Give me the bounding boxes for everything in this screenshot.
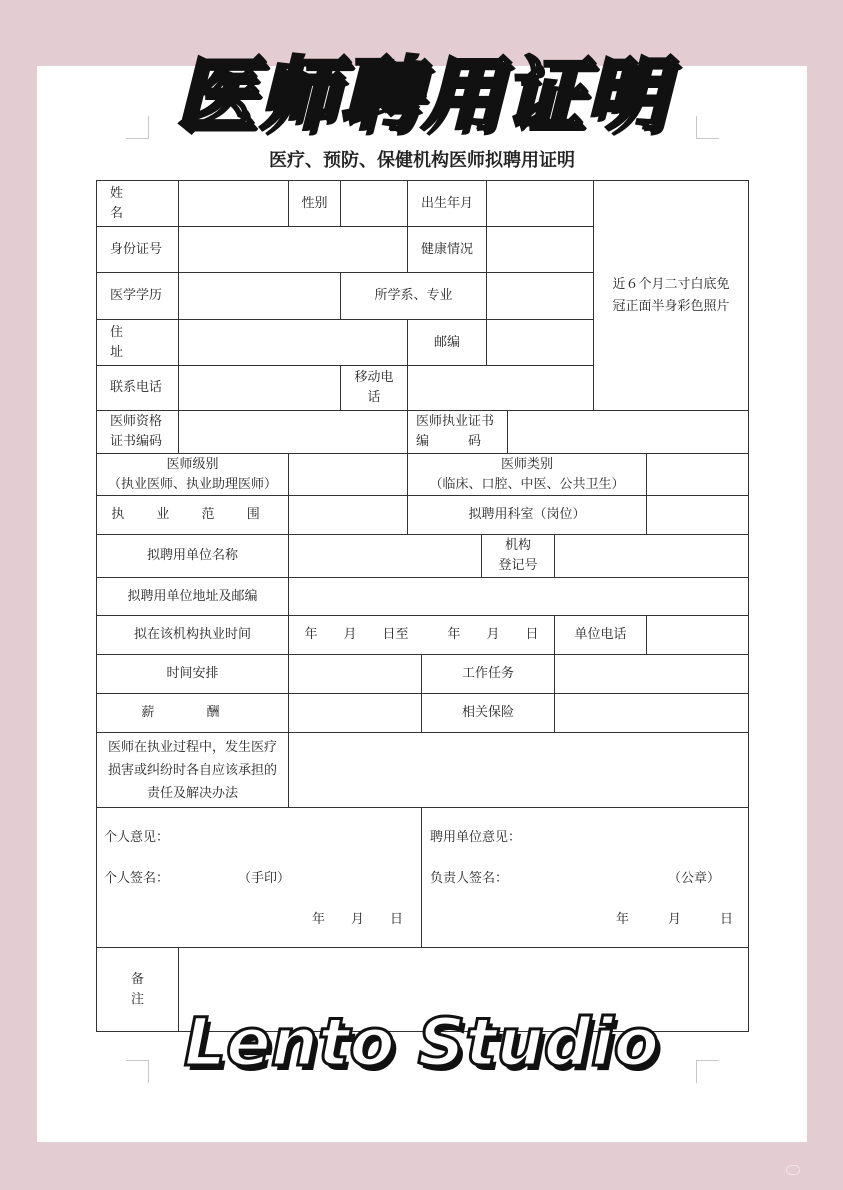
personal-date: 年 月 日 <box>312 912 404 927</box>
personal-signature-label: 个人签名： <box>104 871 170 886</box>
watermark-icon <box>786 1165 800 1175</box>
remarks-label: 备 注 <box>96 948 179 1032</box>
id-label: 身份证号 <box>96 227 179 273</box>
mobile-label: 移动电 话 <box>341 366 408 411</box>
personal-opinion-label: 个人意见： <box>104 830 170 845</box>
insurance-label: 相关保险 <box>422 694 555 733</box>
practice-time-field[interactable]: 年 月 日至 年 月 日 <box>289 616 555 655</box>
task-field[interactable] <box>555 655 749 694</box>
unit-date: 年 月 日 <box>616 912 734 927</box>
education-field[interactable] <box>179 273 341 320</box>
institution-reg-field[interactable] <box>555 535 749 578</box>
department-major-field[interactable] <box>487 273 594 320</box>
responsible-signature-label: 负责人签名： <box>430 871 509 886</box>
schedule-field[interactable] <box>289 655 422 694</box>
birth-field[interactable] <box>487 180 594 227</box>
practice-scope-label: 执 业 范 围 <box>96 496 289 535</box>
hiring-unit-address-label: 拟聘用单位地址及邮编 <box>96 578 289 616</box>
liability-label: 医师在执业过程中，发生医疗损害或纠纷时各自应该承担的责任及解决办法 <box>96 733 289 808</box>
doctor-category-field[interactable] <box>647 454 749 496</box>
practice-time-label: 拟在该机构执业时间 <box>96 616 289 655</box>
department-major-label: 所学系、专业 <box>341 273 487 320</box>
doctor-level-field[interactable] <box>289 454 408 496</box>
health-label: 健康情况 <box>408 227 487 273</box>
doctor-category-label: 医师类别 （临床、口腔、中医、公共卫生） <box>408 454 647 496</box>
practice-scope-field[interactable] <box>289 496 408 535</box>
institution-reg-label: 机构 登记号 <box>482 535 555 578</box>
phone-field[interactable] <box>179 366 341 411</box>
liability-field[interactable] <box>289 733 749 808</box>
handprint-label: （手印） <box>238 871 291 886</box>
qualification-cert-label: 医师资格 证书编码 <box>96 411 179 454</box>
postcode-label: 邮编 <box>408 320 487 366</box>
official-seal-label: （公章） <box>668 871 721 886</box>
phone-label: 联系电话 <box>96 366 179 411</box>
unit-phone-field[interactable] <box>647 616 749 655</box>
insurance-field[interactable] <box>555 694 749 733</box>
salary-label: 薪 酬 <box>96 694 289 733</box>
name-label: 姓 名 <box>96 180 179 227</box>
form-title: 医疗、预防、保健机构医师拟聘用证明 <box>269 150 575 171</box>
schedule-label: 时间安排 <box>96 655 289 694</box>
birth-label: 出生年月 <box>408 180 487 227</box>
address-field[interactable] <box>179 320 408 366</box>
unit-phone-label: 单位电话 <box>555 616 647 655</box>
planned-dept-field[interactable] <box>647 496 749 535</box>
app-watermark <box>786 1165 826 1179</box>
id-field[interactable] <box>179 227 408 273</box>
name-field[interactable] <box>179 180 289 227</box>
header-title: 医师聘用证明 <box>175 48 668 141</box>
task-label: 工作任务 <box>422 655 555 694</box>
doctor-level-label: 医师级别 （执业医师、执业助理医师） <box>96 454 289 496</box>
practice-cert-label: 医师执业证书 编 码 <box>408 411 508 454</box>
salary-field[interactable] <box>289 694 422 733</box>
qualification-cert-field[interactable] <box>179 411 408 454</box>
mobile-field[interactable] <box>408 366 594 411</box>
hiring-unit-name-field[interactable] <box>289 535 482 578</box>
planned-dept-label: 拟聘用科室（岗位） <box>408 496 647 535</box>
gender-field[interactable] <box>341 180 408 227</box>
gender-label: 性别 <box>289 180 341 227</box>
postcode-field[interactable] <box>487 320 594 366</box>
hiring-unit-name-label: 拟聘用单位名称 <box>96 535 289 578</box>
studio-watermark-text: Lento Studio <box>184 1004 659 1081</box>
hiring-unit-address-field[interactable] <box>289 578 749 616</box>
unit-opinion-label: 聘用单位意见： <box>430 830 522 845</box>
education-label: 医学学历 <box>96 273 179 320</box>
practice-cert-field[interactable] <box>508 411 749 454</box>
address-label: 住 址 <box>96 320 179 366</box>
health-field[interactable] <box>487 227 594 273</box>
photo-placeholder[interactable]: 近６个月二寸白底免冠正面半身彩色照片 <box>594 180 749 411</box>
